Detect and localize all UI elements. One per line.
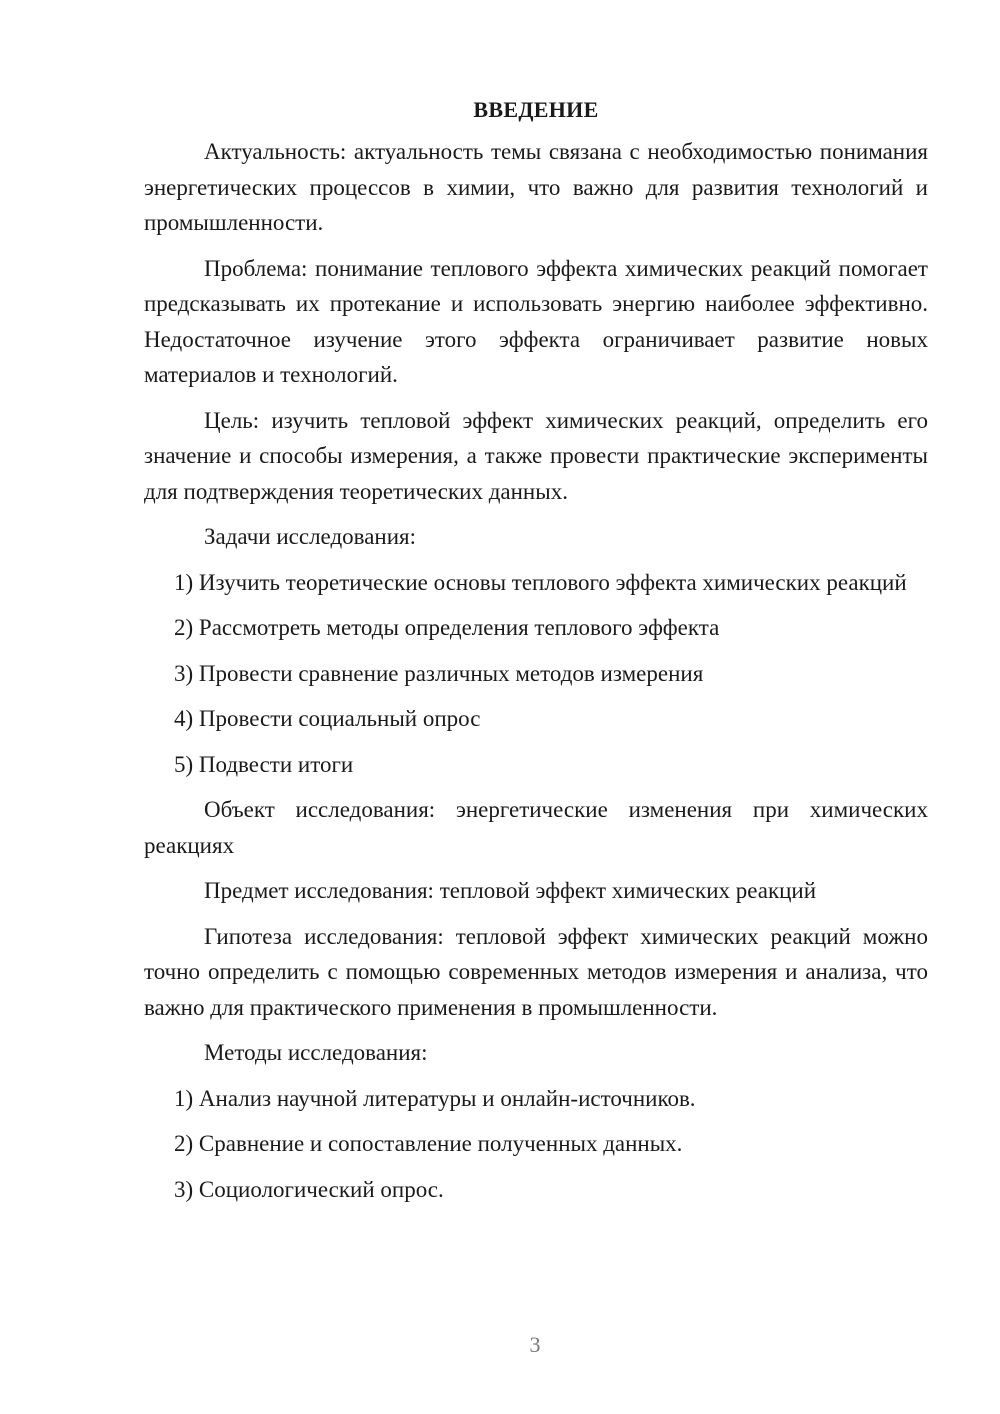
- methods-list: [144, 1081, 928, 1208]
- page-number: 3: [529, 1332, 541, 1357]
- task-item-2: 2) Рассмотреть методы определения теплового эффекта: [174, 615, 720, 640]
- task-item-4: 4) Провести социальный опрос: [174, 706, 481, 731]
- object-paragraph: Объект исследования: энергетические изменения при химических реакциях: [144, 797, 928, 858]
- task-item-1: 1) Изучить теоретические основы теплового эффекта химических реакций: [174, 569, 907, 595]
- tasks-list: [144, 565, 928, 783]
- task-item-5: 5) Подвести итоги: [174, 751, 354, 777]
- method-item-2: 2) Сравнение и сопоставление полученных данных.: [174, 1131, 683, 1156]
- method-item-3: 3) Социологический опрос.: [174, 1176, 444, 1202]
- relevance-paragraph: Актуальность: актуальность темы связана с необходимостью понимания энергетических процессов в химии, что важно для развития технологий и промышленности.: [144, 139, 928, 235]
- subject-paragraph: Предмет исследования: тепловой эффект химических реакций: [204, 878, 817, 903]
- methods-heading: Методы исследования:: [204, 1040, 428, 1065]
- page-title: ВВЕДЕНИЕ: [473, 97, 599, 122]
- task-item-3: 3) Провести сравнение различных методов измерения: [174, 660, 704, 686]
- goal-paragraph: Цель: изучить тепловой эффект химических реакций, определить его значение и способы измерения, а также провести практические эксперименты для подтверждения теоретических данных.: [144, 407, 928, 504]
- method-item-1: 1) Анализ научной литературы и онлайн-источников.: [174, 1085, 696, 1111]
- document-page: [144, 92, 928, 1217]
- hypothesis-paragraph: Гипотеза исследования: тепловой эффект химических реакций можно точно определить с помощью современных методов измерения и анализа, что важно для практического применения в промышленности.: [144, 923, 928, 1020]
- problem-paragraph: Проблема: понимание теплового эффекта химических реакций помогает предсказывать их протекание и использовать энергию наиболее эффективно. Недостаточное изучение этого эффекта ограничивает развитие новых материалов и технологий.: [144, 255, 928, 387]
- tasks-heading: Задачи исследования:: [204, 524, 417, 549]
